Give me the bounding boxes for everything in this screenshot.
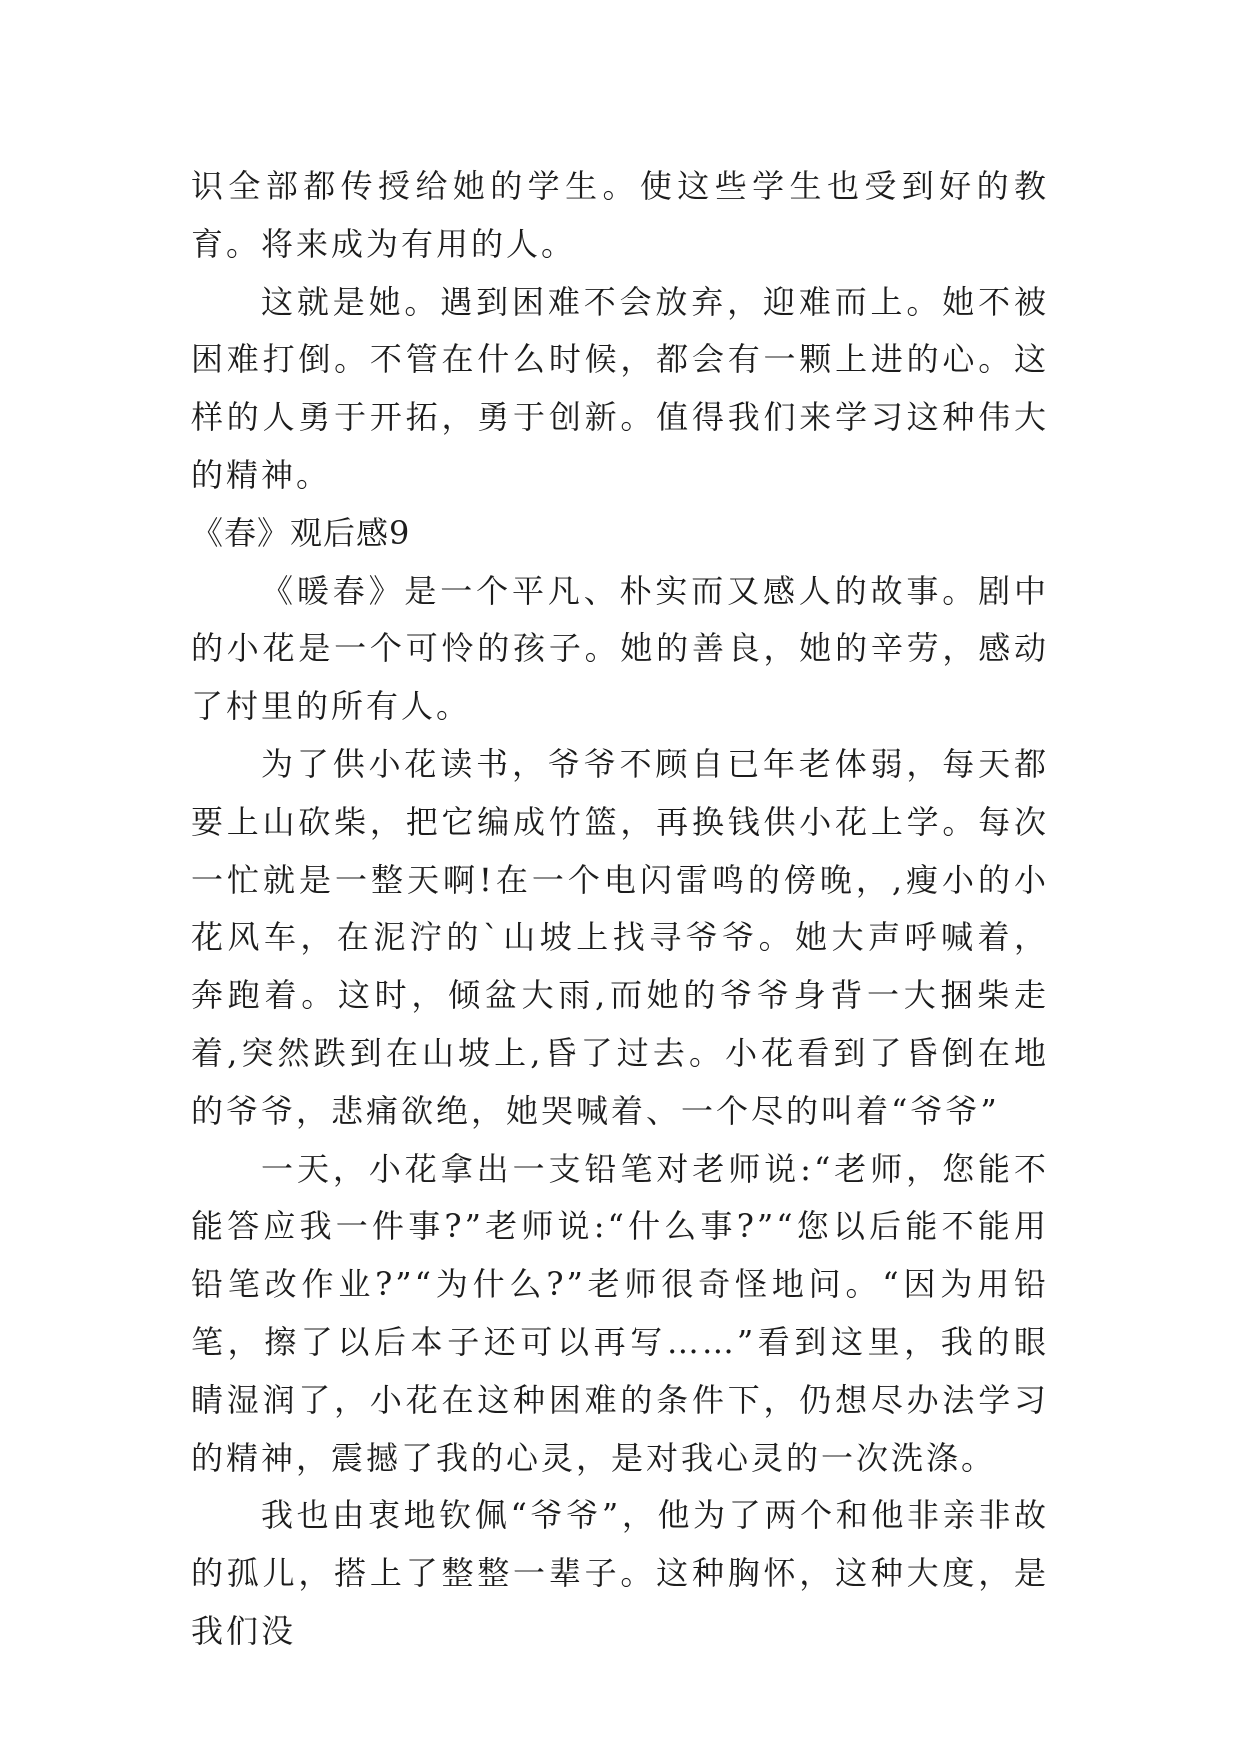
paragraph: 《暖春》是一个平凡、朴实而又感人的故事。剧中的小花是一个可怜的孩子。她的善良，她的辛劳，感动了村里的所有人。 [191, 571, 1049, 726]
paragraph: 一天，小花拿出一支铅笔对老师说:“老师，您能不能答应我一件事?”老师说:“什么事?”“您以后能不能用铅笔改作业?”“为什么?”老师很奇怪地问。“因为用铅笔，擦了以后本子还可以再写……”看到这里，我的眼睛湿润了，小花在这种困难的条件下，仍想尽办法学习的精神，震撼了我的心灵，是对我心灵的一次洗涤。 [191, 1149, 1049, 1477]
section-heading: 《春》观后感9 [191, 513, 411, 552]
paragraph: 我也由衷地钦佩“爷爷”，他为了两个和他非亲非故的孤儿，搭上了整整一辈子。这种胸怀，这种大度，是我们没 [191, 1496, 1049, 1650]
paragraph: 这就是她。遇到困难不会放弃，迎难而上。她不被困难打倒。不管在什么时候，都会有一颗上进的心。这样的人勇于开拓，勇于创新。值得我们来学习这种伟大的精神。 [191, 282, 1049, 494]
document-body [191, 158, 1049, 1661]
paragraph: 识全部都传授给她的学生。使这些学生也受到好的教育。将来成为有用的人。 [191, 167, 1049, 263]
paragraph: 为了供小花读书，爷爷不顾自已年老体弱，每天都要上山砍柴，把它编成竹篮，再换钱供小花上学。每次一忙就是一整天啊!在一个电闪雷鸣的傍晚，,瘦小的小花风车，在泥泞的`山坡上找寻爷爷。她大声呼喊着，奔跑着。这时，倾盆大雨,而她的爷爷身背一大捆柴走着,突然跌到在山坡上,昏了过去。小花看到了昏倒在地的爷爷，悲痛欲绝，她哭喊着、一个尽的叫着“爷爷” [191, 744, 1049, 1130]
